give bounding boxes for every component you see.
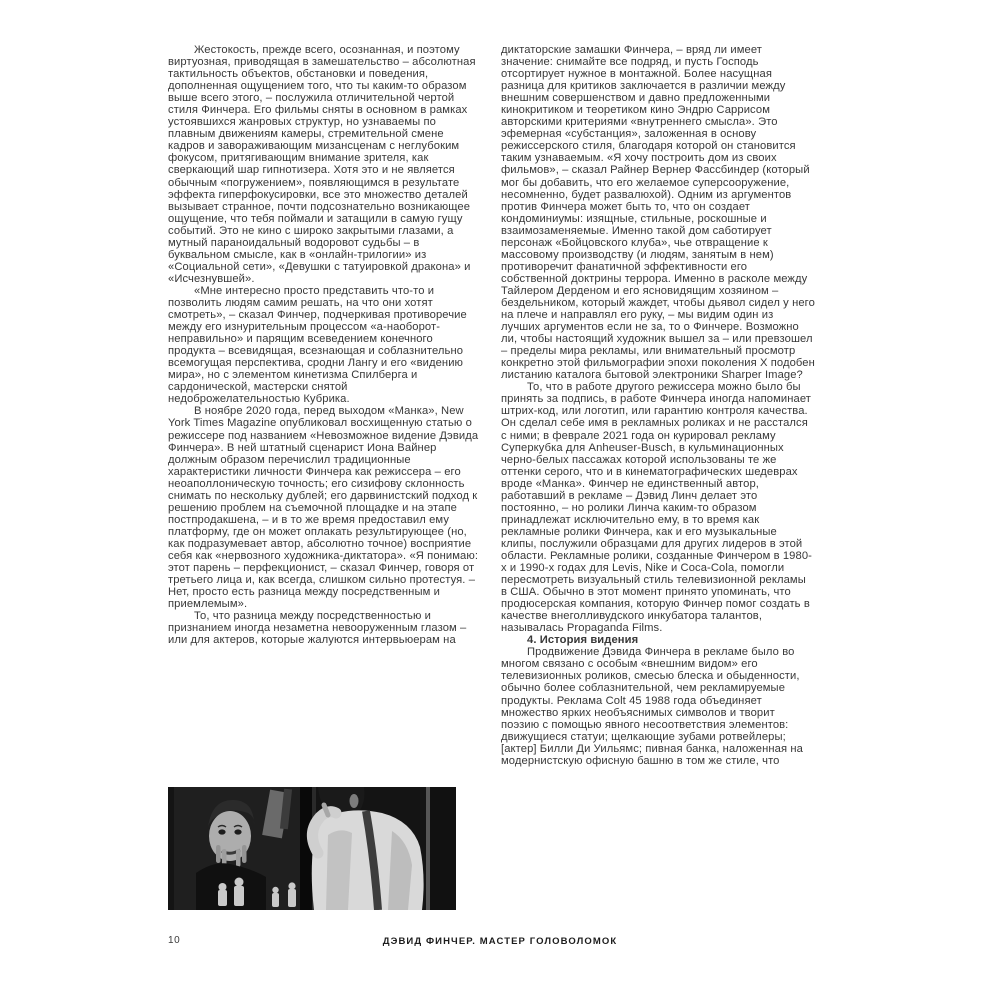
paragraph: То, что в работе другого режиссера можно было бы принять за подпись, в работе Финчера иногда напоминает штрих-код, или логотип, или гарантию контроля качества. Он сделал себе имя в рекламных роликах и не расстался с ними; в феврале 2021 года он курировал рекламу Суперкубка для Anheuser-Busch, в кульминационных черно-белых пассажах которой использованы те же оттенки серого, что и в кинематографических шедеврах вроде «Манка». Финчер не единственный автор, работавший в рекламе – Дэвид Линч делает это постоянно, – но ролики Линча каким-то образом принадлежат исключительно ему, в то время как рекламные ролики Финчера, как и его музыкальные клипы, послужили образцами для других лидеров в этой области. Рекламные ролики, созданные Финчером в 1980-х и 1990-х годах для Levis, Nike и Coca-Cola, помогли пересмотреть визуальный стиль телевизионной рекламы в США. Обычно в этот момент принято упоминать, что продюсерская компания, которую Финчер помог создать в качестве внеголливудского инкубатора талантов, называлась Propaganda Films. <box>501 381 812 635</box>
text-column-left <box>168 44 482 646</box>
footer-running-title: ДЭВИД ФИНЧЕР. МАСТЕР ГОЛОВОЛОМОК <box>382 936 618 947</box>
text-column-right <box>501 44 815 767</box>
section-heading: 4. История видения <box>527 634 639 647</box>
film-still-photo <box>168 787 456 910</box>
paragraph: В ноябре 2020 года, перед выходом «Манка», New York Times Magazine опубликовал восхищенную статью о режиссере под названием «Невозможное видение Дэвида Финчера». В ней штатный сценарист Иона Вайнер должным образом перечислил традиционные характеристики личности Финчера как режиссера – его неоаполлоническую точность; его сизифову склонность снимать по нескольку дублей; его дарвинистский подход к решению проблем на съемочной площадке и на этапе постпродакшена, – и в то же время предоставил ему платформу, где он может оплакать результирующее (но, как подразумевает автор, абсолютно точное) восприятие себя как «нервозного художника-диктатора». «Я понимаю: этот парень – перфекционист, – сказал Финчер, говоря от третьего лица и, как всегда, слишком сильно протестуя. – Нет, просто есть разница между посредственным и приемлемым». <box>168 405 479 611</box>
paragraph: То, что разница между посредственностью и признанием иногда незаметна невооруженным глазом – или для актеров, которые жалуются интервьюерам на <box>168 610 467 647</box>
film-still-illustration <box>168 787 456 910</box>
page-number: 10 <box>168 935 181 946</box>
paragraph: диктаторские замашки Финчера, – вряд ли имеет значение: снимайте все подряд, и пусть Господь отсортирует нужное в монтажной. Более насущная разница для критиков заключается в различии между внешним совершенством и давно предложенными кинокритиком и теоретиком кино Эндрю Саррисом авторскими критериями «внутреннего смысла». Это эфемерная «субстанция», заложенная в основу режиссерского стиля, благодаря которой он становится таким узнаваемым. «Я хочу построить дом из своих фильмов», – сказал Райнер Вернер Фассбиндер (который мог бы добавить, что его желаемое суперсооружение, несомненно, будет развалюхой). Одним из аргументов против Финчера может быть то, что он создает кондоминиумы: изящные, стильные, роскошные и взаимозаменяемые. Именно такой дом саботирует персонаж «Бойцовского клуба», чье отвращение к массовому производству (и людям, занятым в нем) противоречит фанатичной эффективности его собственной доктрины террора. Именно в расколе между Тайлером Дерденом и его ясновидящим хозяином – бездельником, который жаждет, чтобы дьявол сидел у него на плече и направлял его руку, – мы видим один из лучших аргументов если не за, то о Финчере. Возможно ли, чтобы настоящий художник вышел за – или превзошел – пределы мира рекламы, или внимательный просмотр конкретно этой фильмографии эпохи поколения X подобен листанию каталога бытовой электроники Sharper Image? <box>501 44 815 382</box>
paragraph: «Мне интересно просто представить что-то и позволить людям самим решать, на что они хотят смотреть», – сказал Финчер, подчеркивая противоречие между его изнурительным процессом «а-наоборот-неправильно» и парящим всеведением конечного продукта – всевидящая, всезнающая и соблазнительно всемогущая перспектива, сродни Лангу и его «видению мира», но с элементом кинетизма Спилберга и сардонической, мастерски снятой недоброжелательностью Кубрика. <box>168 284 467 406</box>
paragraph: Продвижение Дэвида Финчера в рекламе было во многом связано с особым «внешним видом» его телевизионных роликов, смесью блеска и обыденности, обычно более соблазнительной, чем рекламируемые продукты. Реклама Colt 45 1988 года объединяет множество ярких необъяснимых символов и творит поэзию с помощью явного несоответствия элементов: движущиеся статуи; щелкающие зубами ротвейлеры; [актер] Билли Ди Уильямс; пивная банка, наложенная на модернистскую офисную башню в том же стиле, что <box>501 646 803 767</box>
paragraph: Жестокость, прежде всего, осознанная, и поэтому виртуозная, приводящая в замешательство – абсолютная тактильность объектов, обстановки и поведения, дополненная ощущением того, что ты каким-то образом выше всего этого, – послужила отличительной чертой стиля Финчера. Его фильмы сняты в основном в рамках устоявшихся жанровых структур, но узнаваемы по плавным движениям камеры, стремительной смене кадров и завораживающим мизансценам с неглубоким фокусом, притягивающим внимание зрителя, как сверкающий шар гипнотизера. Хотя это и не является обычным «погружением», появляющимся в результате эффекта гиперфокусировки, все это множество деталей вызывает странное, почти подсознательно возникающее ощущение, что тебя поймали и затащили в самую гущу событий. Это не кино с широко закрытыми глазами, а мутный параноидальный водоровот судьбы – в буквальном смысле, как в «онлайн-трилогии» из «Социальной сети», «Девушки с татуировкой дракона» и «Исчезнувшей». <box>168 44 476 285</box>
